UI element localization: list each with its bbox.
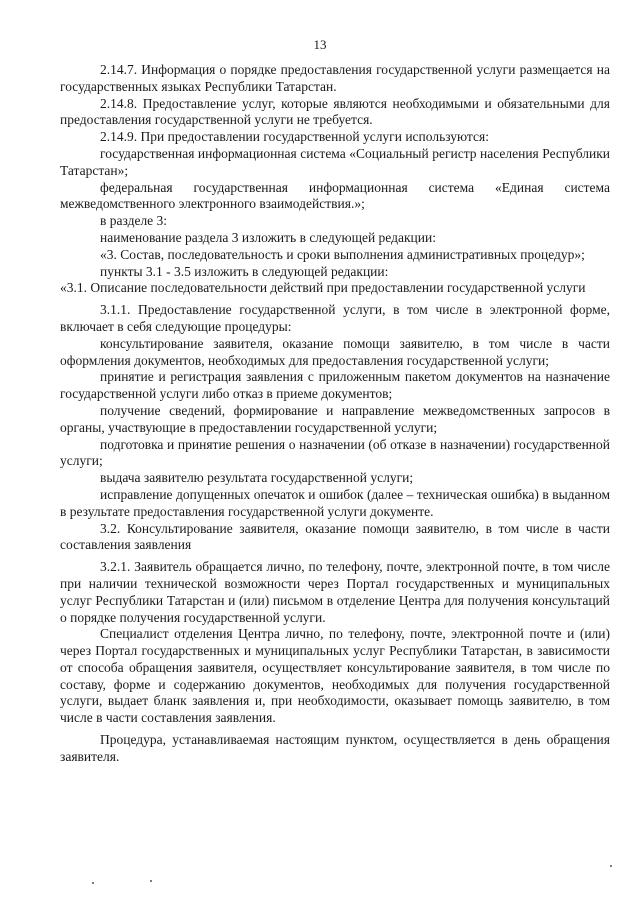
- scan-speck: [610, 865, 612, 867]
- paragraph-points-intro: пункты 3.1 - 3.5 изложить в следующей редакции:: [100, 263, 389, 279]
- paragraph-section-3-title: «3. Состав, последовательность и сроки выполнения административных процедур»;: [100, 246, 585, 262]
- scan-speck: [92, 882, 94, 884]
- paragraph-3-2-1: 3.2.1. Заявитель обращается лично, по телефону, почте, электронной почте, в том числе при наличии технической возможности через Портал государственных и муниципальных услуг Республики Татарстан и (или) письмом в отделение Центра для получения консультаций о порядке получения государственной услуги.: [60, 559, 610, 625]
- paragraph-2-14-9: 2.14.9. При предоставлении государственной услуги используются:: [100, 129, 489, 145]
- paragraph-3-2-heading: 3.2. Консультирование заявителя, оказание помощи заявителю, в том числе в части составления заявления: [60, 520, 610, 553]
- list-item-registration: принятие и регистрация заявления с приложенным пакетом документов на назначение государственной услуги либо отказ в приеме документов;: [60, 369, 610, 402]
- list-item-consulting: консультирование заявителя, оказание помощи заявителю, в том числе в части оформления документов, необходимых для предоставления государственной услуги;: [60, 335, 610, 368]
- list-item-decision: подготовка и принятие решения о назначении (об отказе в назначении) государственной услуги;: [60, 436, 610, 469]
- paragraph-section-3: в разделе 3:: [100, 213, 168, 229]
- document-body: [60, 62, 610, 766]
- paragraph-2-14-7: 2.14.7. Информация о порядке предоставления государственной услуги размещается на государственных языках Республики Татарстан.: [60, 62, 610, 94]
- paragraph-3-1-1: 3.1.1. Предоставление государственной услуги, в том числе в электронной форме, включает в себя следующие процедуры:: [60, 302, 610, 334]
- paragraph-2-14-8: 2.14.8. Предоставление услуг, которые являются необходимыми и обязательными для предоставления государственной услуги не требуется.: [60, 95, 610, 128]
- paragraph-3-1-heading: «3.1. Описание последовательности действий при предоставлении государственной услуги: [60, 280, 586, 296]
- list-item-error-correction: исправление допущенных опечаток и ошибок (далее – техническая ошибка) в выданном в результате предоставления государственной услуги документе.: [60, 486, 610, 519]
- list-item-interagency-requests: получение сведений, формирование и направление межведомственных запросов в органы, участвующие в предоставлении государственной услуги;: [60, 402, 610, 435]
- paragraph-smev: федеральная государственная информационная система «Единая система межведомственного электронного взаимодействия.»;: [60, 179, 610, 212]
- page-number: 13: [313, 37, 327, 52]
- paragraph-social-register: государственная информационная система «Социальный регистр населения Республики Татарстан»;: [60, 145, 610, 178]
- scan-speck: [150, 880, 152, 882]
- paragraph-procedure: Процедура, устанавливаемая настоящим пунктом, осуществляется в день обращения заявителя.: [60, 732, 610, 764]
- paragraph-section-3-title-intro: наименование раздела 3 изложить в следующей редакции:: [100, 229, 436, 245]
- list-item-issuance: выдача заявителю результата государственной услуги;: [100, 470, 414, 486]
- paragraph-specialist: Специалист отделения Центра лично, по телефону, почте, электронной почте и (или) через Портал государственных и муниципальных услуг Республики Татарстан, в зависимости от способа обращения заявителя, осуществляет консультирование заявителя, в том числе по составу, форме и содержанию документов, необходимых для получения государственной услуги, выдает бланк заявления и, при необходимости, оказывает помощь заявителю, в том числе в части составления заявления.: [60, 626, 610, 726]
